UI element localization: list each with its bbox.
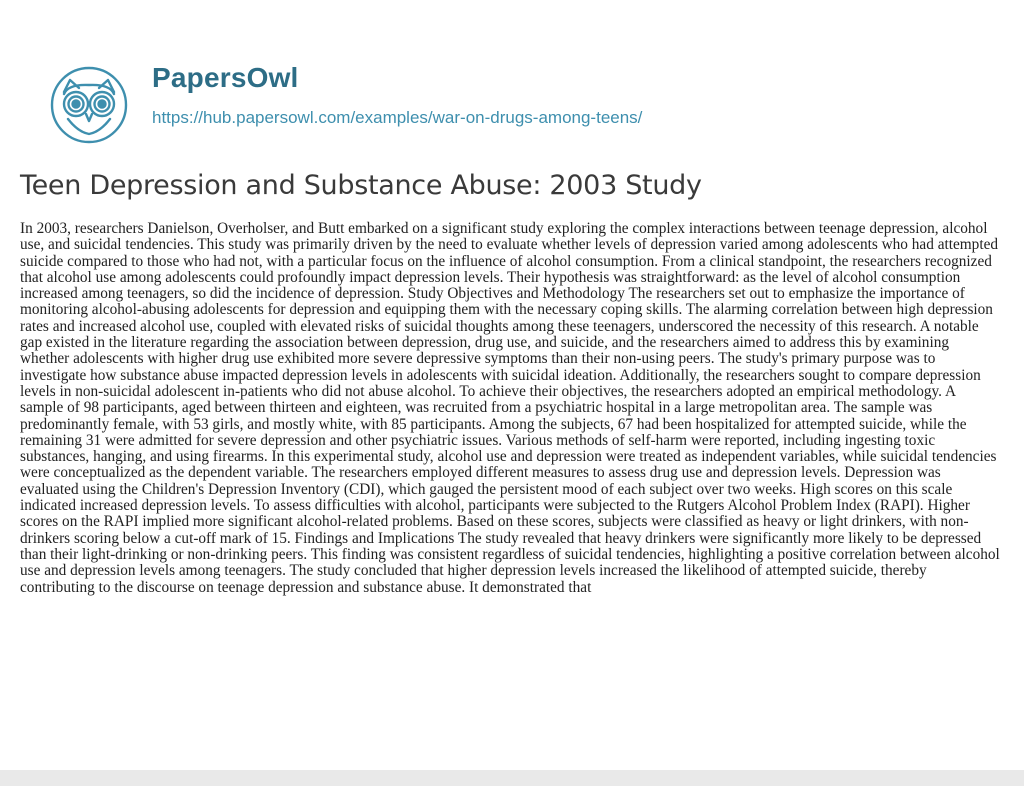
page-header bbox=[48, 58, 988, 138]
source-url-link[interactable]: https://hub.papersowl.com/examples/war-on-drugs-among-teens/ bbox=[152, 108, 643, 127]
brand-name[interactable]: PapersOwl bbox=[152, 62, 299, 93]
document-body: In 2003, researchers Danielson, Overholser, and Butt embarked on a significant study exploring the complex interactions between teenage depression, alcohol use, and suicidal tendencies. This study was primarily driven by the need to evaluate whether levels of depression varied among adolescents who had attempted suicide compared to those who had not, with a particular focus on the influence of alcohol consumption. From a clinical standpoint, the researchers recognized that alcohol use among adolescents could profoundly impact depression levels. Their hypothesis was straightforward: as the level of alcohol consumption increased among teenagers, so did the incidence of depression. Study Objectives and Methodology The researchers set out to emphasize the importance of monitoring alcohol-abusing adolescents for depression and equipping them with the necessary coping skills. The alarming correlation between high depression rates and increased alcohol use, coupled with elevated risks of suicidal thoughts among these teenagers, underscored the necessity of this research. A notable gap existed in the literature regarding the association between depression, drug use, and suicide, and the researchers aimed to address this by examining whether adolescents with higher drug use exhibited more severe depressive symptoms than their non-using peers. The study's primary purpose was to investigate how substance abuse impacted depression levels in adolescents with suicidal ideation. Additionally, the researchers sought to compare depression levels in non-suicidal adolescent in-patients who did not abuse alcohol. To achieve their objectives, the researchers adopted an empirical methodology. A sample of 98 participants, aged between thirteen and eighteen, was recruited from a psychiatric hospital in a large metropolitan area. The sample was predominantly female, with 53 girls, and mostly white, with 85 participants. Among the subjects, 67 had been hospitalized for attempted suicide, while the remaining 31 were admitted for severe depression and other psychiatric issues. Various methods of self-harm were reported, including ingesting toxic substances, hanging, and using firearms. In this experimental study, alcohol use and depression were treated as independent variables, while suicidal tendencies were conceptualized as the dependent variable. The researchers employed different measures to assess drug use and depression levels. Depression was evaluated using the Children's Depression Inventory (CDI), which gauged the persistent mood of each subject over two weeks. High scores on this scale indicated increased depression levels. To assess difficulties with alcohol, participants were subjected to the Rutgers Alcohol Problem Index (RAPI). Higher scores on the RAPI implied more significant alcohol-related problems. Based on these scores, subjects were classified as heavy or light drinkers, with non-drinkers scoring below a cut-off mark of 15. Findings and Implications The study revealed that heavy drinkers were significantly more likely to be depressed than their light-drinking or non-drinking peers. This finding was consistent regardless of suicidal tendencies, highlighting a positive correlation between alcohol use and depression levels among teenagers. The study concluded that higher depression levels increased the likelihood of attempted suicide, thereby contributing to the discourse on teenage depression and substance abuse. It demonstrated that bbox=[20, 220, 1000, 596]
papersowl-owl-logo-icon[interactable] bbox=[48, 64, 130, 146]
document-title: Teen Depression and Substance Abuse: 2003 Study bbox=[20, 170, 702, 201]
